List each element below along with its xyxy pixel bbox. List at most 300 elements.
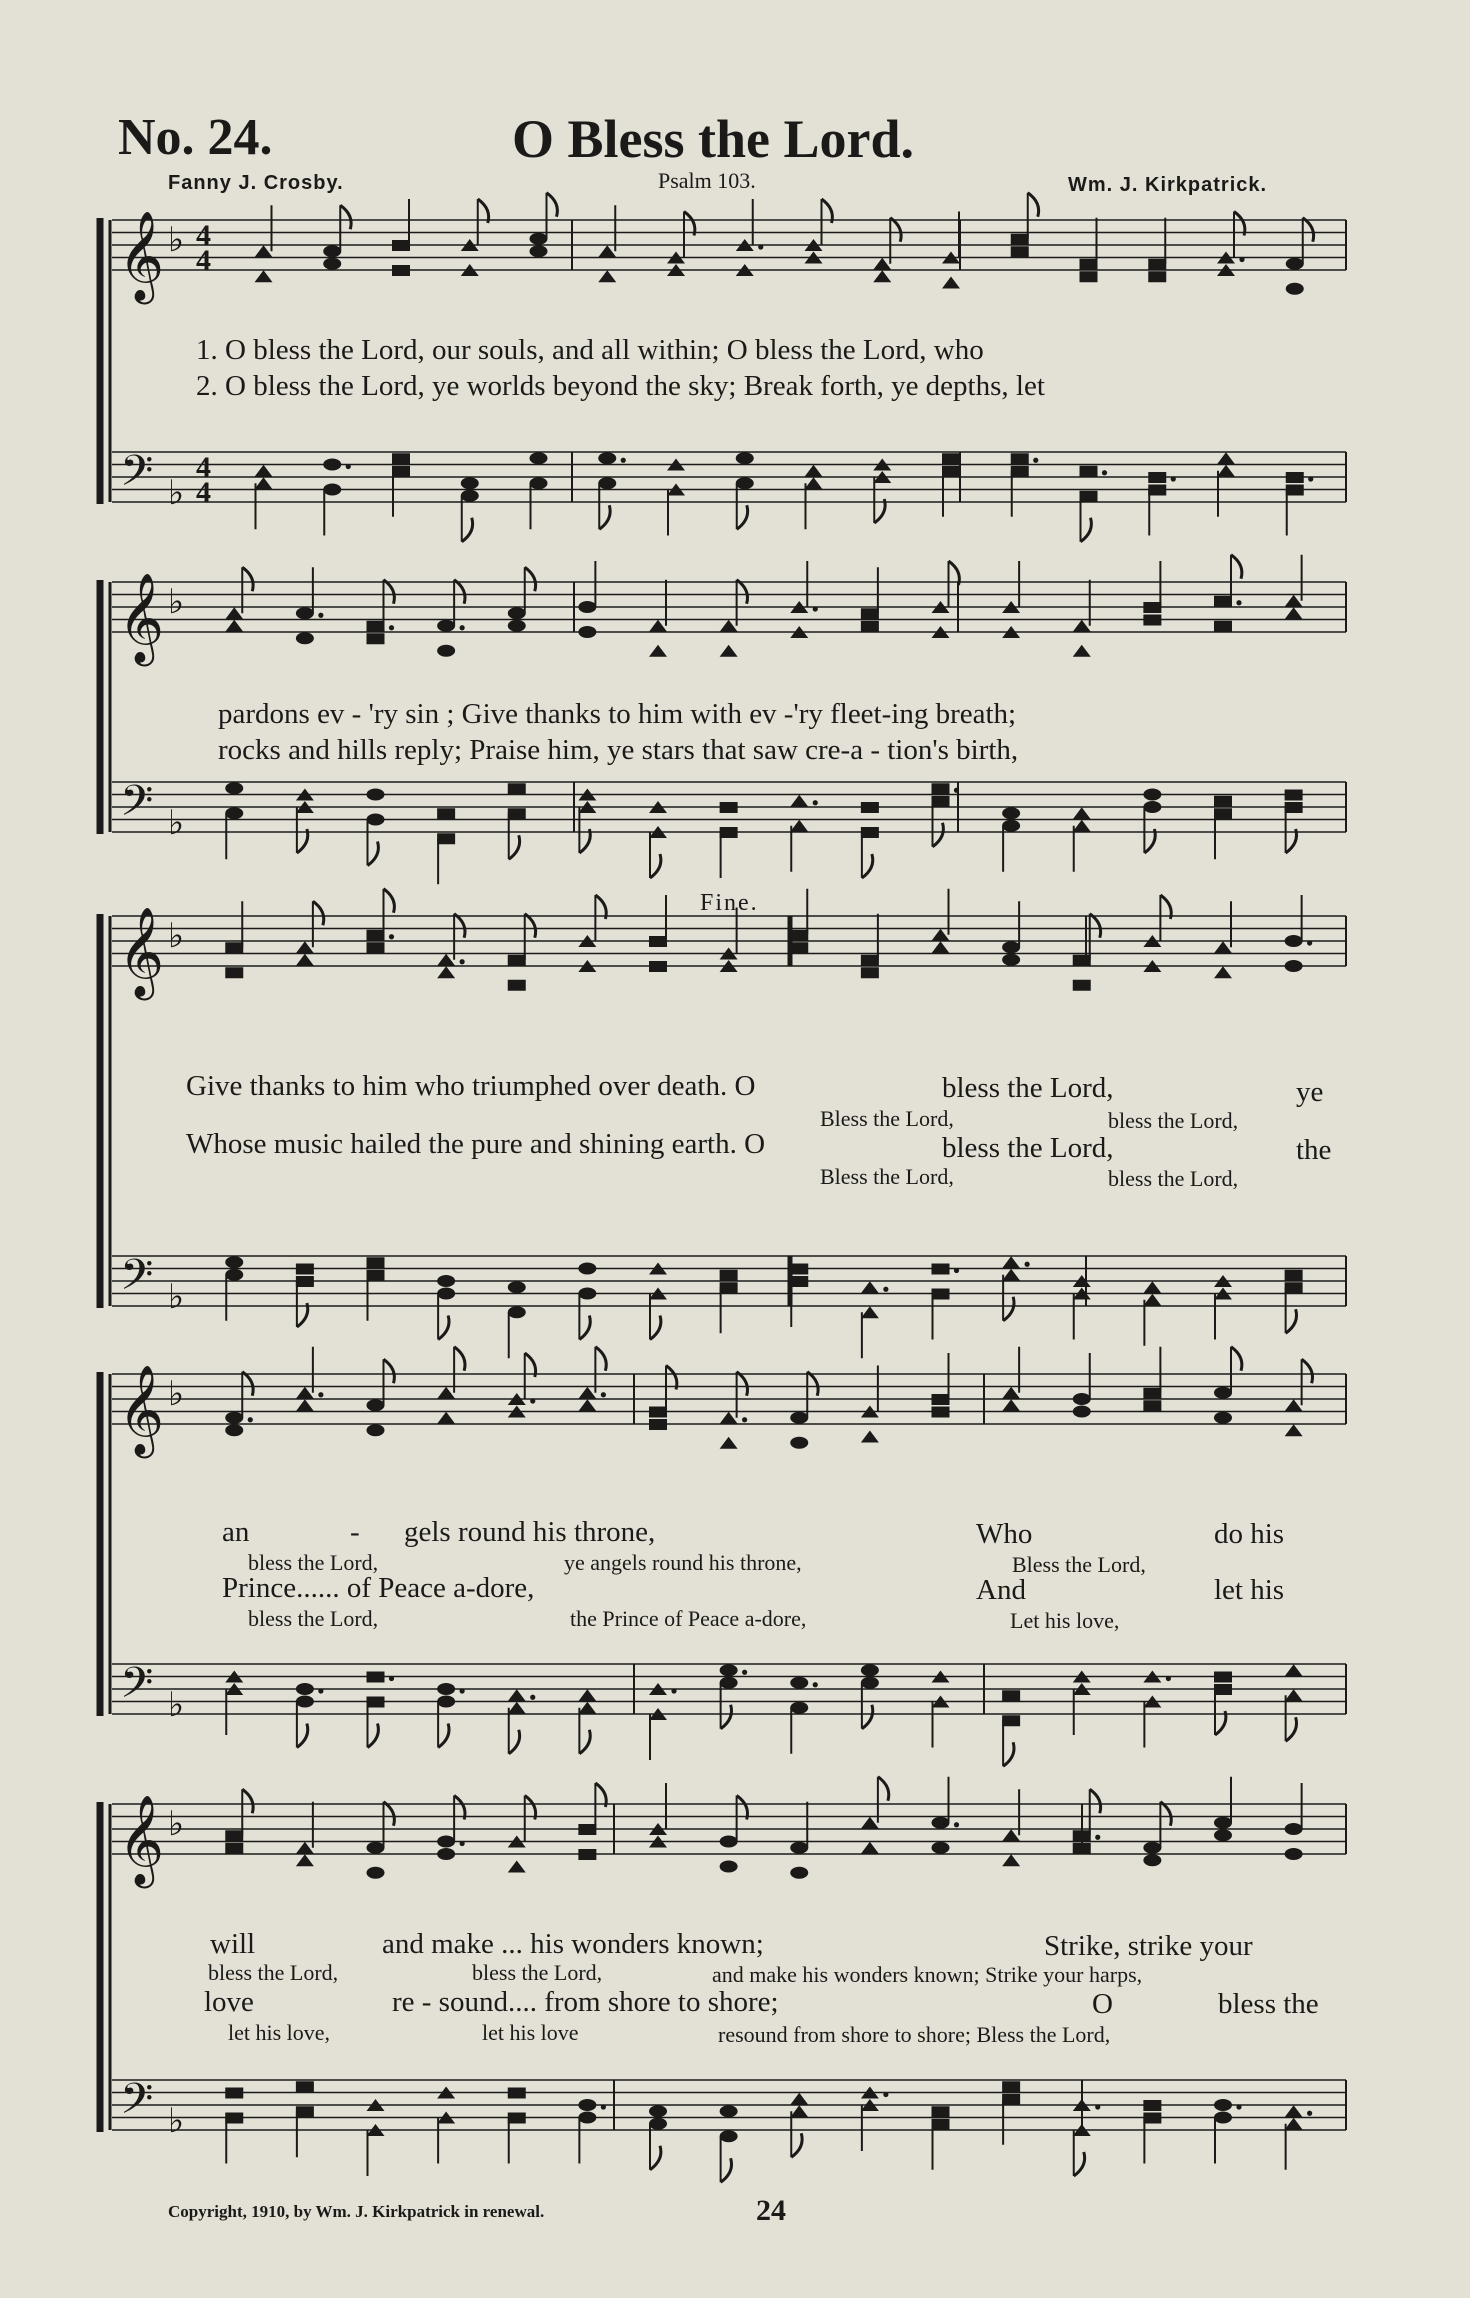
note-head [790, 1677, 808, 1689]
note-head [1214, 941, 1232, 953]
note-head [1217, 452, 1235, 464]
note-head [437, 954, 455, 966]
echo-lyric: Bless the Lord, [820, 1164, 954, 1189]
note-flag [737, 505, 748, 529]
note-head [1002, 1399, 1020, 1411]
note-head [720, 1270, 738, 1281]
note-head [1080, 271, 1098, 282]
note-head [296, 1399, 314, 1411]
note-flag [242, 567, 253, 591]
note-head [530, 452, 548, 464]
hymn-number: No. 24. [118, 109, 273, 166]
note-head [296, 2081, 314, 2092]
note-head [1073, 980, 1091, 991]
lyricist-credit: Fanny J. Crosby. [168, 172, 344, 194]
note-head [1002, 807, 1020, 819]
note-head [1073, 620, 1091, 632]
dot-mark [460, 1688, 465, 1693]
note-flag [242, 1372, 253, 1396]
dot-mark [883, 2092, 888, 2097]
note-flag [1231, 555, 1242, 579]
note-head [296, 1854, 314, 1866]
note-head [649, 936, 667, 947]
note-flag [721, 1705, 732, 1729]
page-number: 24 [756, 2194, 786, 2227]
note-head [225, 1830, 243, 1841]
echo-lyric: bless the Lord, [248, 1550, 379, 1575]
note-head [598, 270, 616, 282]
note-head [861, 1842, 879, 1854]
note-head [367, 1270, 385, 1281]
note-head [1143, 2113, 1161, 2124]
note-head [508, 620, 526, 632]
note-head [392, 466, 410, 477]
note-head [790, 1264, 808, 1275]
note-head [1285, 1270, 1303, 1281]
note-head [1214, 1817, 1232, 1829]
treble-clef-icon: 𝄞 [118, 1365, 165, 1455]
note-flag [1160, 1802, 1171, 1826]
note-head [225, 807, 243, 819]
note-head [508, 783, 526, 794]
note-flag [384, 889, 395, 913]
note-head [296, 632, 314, 644]
note-head [508, 1702, 526, 1714]
note-head [1143, 615, 1161, 626]
dot-mark [1095, 2104, 1100, 2109]
dot-mark [601, 1392, 606, 1397]
note-head [437, 808, 455, 819]
dot-mark [460, 625, 465, 630]
echo-lyric: Bless the Lord, [820, 1106, 954, 1131]
note-flag [1081, 518, 1092, 542]
note-head [296, 1842, 314, 1854]
note-head [1214, 966, 1232, 978]
dot-mark [1166, 1676, 1171, 1681]
note-head [255, 270, 273, 282]
note-head [1011, 246, 1029, 257]
note-head [437, 1836, 455, 1848]
note-flag [1028, 193, 1039, 217]
note-head [720, 1861, 738, 1873]
flat-icon: ♭ [168, 916, 185, 956]
note-head [1143, 789, 1161, 801]
note-head [578, 1689, 596, 1701]
dot-mark [1025, 1262, 1030, 1267]
dot-mark [1033, 458, 1038, 463]
note-head [367, 942, 385, 953]
note-head [225, 1424, 243, 1436]
flat-icon: ♭ [168, 1374, 185, 1414]
note-head [861, 967, 879, 978]
note-head [1285, 802, 1303, 813]
note-head [578, 601, 596, 613]
note-head [1143, 1842, 1161, 1854]
lyric-line: let his [1214, 1574, 1285, 1606]
note-head [1214, 596, 1232, 607]
note-head [367, 1257, 385, 1268]
note-head [508, 808, 526, 819]
note-head [255, 245, 273, 257]
note-head [861, 827, 879, 838]
dot-mark [389, 934, 394, 939]
note-head [225, 620, 243, 632]
note-head [790, 1702, 808, 1714]
note-head [649, 1407, 667, 1418]
note-head [225, 607, 243, 619]
note-head [932, 2119, 950, 2130]
lyric-line: bless the [1218, 1988, 1319, 2020]
lyric-line: Whose music hailed the pure and shining earth. O [186, 1128, 766, 1160]
note-head [720, 1412, 738, 1424]
bass-clef-icon: 𝄢 [120, 1658, 154, 1719]
note-head [1285, 2105, 1303, 2117]
note-head [225, 1269, 243, 1281]
note-head [437, 1288, 455, 1300]
dot-mark [621, 458, 626, 463]
note-head [790, 1867, 808, 1879]
note-flag [454, 1347, 465, 1371]
note-flag [297, 1724, 308, 1748]
note-head [1286, 485, 1304, 496]
note-flag [313, 901, 324, 925]
note-head [790, 930, 808, 941]
note-flag [595, 1347, 606, 1371]
dot-mark [813, 606, 818, 611]
note-head [508, 955, 526, 966]
note-head [367, 1424, 385, 1436]
note-flag [1090, 1789, 1101, 1813]
dot-mark [1236, 600, 1241, 605]
note-flag [1231, 1347, 1242, 1371]
note-head [1214, 2112, 1232, 2124]
note-head [1080, 491, 1098, 502]
copyright-notice: Copyright, 1910, by Wm. J. Kirkpatrick in renewal. [168, 2202, 545, 2221]
dot-mark [883, 1287, 888, 1292]
dot-mark [1307, 940, 1312, 945]
note-flag [368, 1724, 379, 1748]
dot-mark [1239, 257, 1244, 262]
note-head [1285, 935, 1303, 947]
lyric-line: re - sound.... from shore to shore; [392, 1986, 779, 2018]
note-head [1002, 1690, 1020, 1701]
note-head [790, 820, 808, 832]
note-head [1214, 1684, 1232, 1695]
note-head [296, 954, 314, 966]
note-head [255, 477, 273, 489]
note-head [1143, 602, 1161, 613]
note-head [861, 1817, 879, 1829]
dot-mark [1236, 2104, 1241, 2109]
note-head [1143, 1294, 1161, 1306]
note-head [861, 608, 879, 619]
note-flag [384, 1802, 395, 1826]
echo-lyric: the Prince of Peace a-dore, [570, 1606, 807, 1631]
note-head [367, 789, 385, 801]
note-head [873, 270, 891, 282]
note-head [1143, 1400, 1161, 1411]
note-flag [525, 914, 536, 938]
lyric-line: Give thanks to him who triumphed over death. O [186, 1070, 756, 1102]
dot-mark [954, 788, 959, 793]
note-head [323, 459, 341, 471]
note-flag [509, 835, 520, 859]
note-head [861, 1664, 879, 1676]
note-head [1002, 1829, 1020, 1841]
note-head [790, 1412, 808, 1424]
note-head [1285, 1424, 1303, 1436]
note-flag [650, 1316, 661, 1340]
note-flag [1302, 1359, 1313, 1383]
lyric-line: gels round his throne, [404, 1516, 656, 1548]
lyric-line: 2. O bless the Lord, ye worlds beyond the sky; Break forth, ye depths, let [196, 370, 1045, 402]
note-flag [737, 580, 748, 604]
note-head [720, 2105, 738, 2117]
note-head [932, 1407, 950, 1418]
dot-mark [389, 1676, 394, 1681]
note-head [296, 607, 314, 619]
note-flag [579, 1730, 590, 1754]
echo-lyric: bless the Lord, [208, 1960, 339, 1985]
note-head [508, 1281, 526, 1293]
note-head [1285, 2118, 1303, 2130]
note-head [1148, 259, 1166, 270]
lyric-line: Strike, strike your [1044, 1930, 1253, 1962]
lyric-line: Prince...... of Peace a-dore, [222, 1572, 535, 1604]
note-head [1286, 472, 1304, 483]
dot-mark [1171, 476, 1176, 481]
dot-mark [460, 1841, 465, 1846]
note-head [1214, 621, 1232, 632]
note-head [1285, 595, 1303, 607]
dot-mark [248, 1417, 253, 1422]
note-flag [525, 567, 536, 591]
note-flag [791, 2133, 802, 2157]
note-head [932, 1264, 950, 1275]
note-head [720, 1677, 738, 1689]
note-head [1148, 472, 1166, 483]
note-head [296, 1696, 314, 1708]
note-head [530, 477, 548, 489]
flat-icon: ♭ [168, 582, 185, 622]
note-head [736, 477, 754, 489]
note-head [720, 1836, 738, 1848]
flat-icon: ♭ [168, 1685, 185, 1725]
dot-mark [601, 2104, 606, 2109]
note-head [508, 1689, 526, 1701]
note-flag [340, 205, 351, 229]
note-head [790, 1437, 808, 1449]
note-head [649, 645, 667, 657]
echo-lyric: and make his wonders known; Strike your harps, [712, 1962, 1143, 1987]
note-head [932, 1394, 950, 1405]
note-head [225, 782, 243, 794]
note-head [861, 955, 879, 966]
note-head [861, 1306, 879, 1318]
dot-mark [742, 1670, 747, 1675]
echo-lyric: let his love, [228, 2020, 331, 2045]
note-flag [1003, 1742, 1014, 1766]
note-head [649, 961, 667, 972]
note-head [790, 2105, 808, 2117]
note-head [1073, 645, 1091, 657]
bass-clef-icon: 𝄢 [120, 2074, 154, 2135]
dot-mark [318, 613, 323, 618]
note-head [1143, 1388, 1161, 1399]
note-head [720, 802, 738, 813]
dot-mark [318, 1688, 323, 1693]
note-flag [438, 1724, 449, 1748]
note-flag [650, 2146, 661, 2170]
dot-mark [954, 1268, 959, 1273]
lyric-line: the [1296, 1134, 1332, 1166]
note-head [1214, 808, 1232, 819]
fine-marking: Fine. [700, 890, 759, 916]
time-signature: 4 [196, 451, 211, 484]
treble-clef-icon: 𝄞 [118, 1795, 165, 1885]
note-head [1073, 1830, 1091, 1841]
lyric-line: Who [976, 1518, 1033, 1550]
lyric-line: O [1092, 1988, 1113, 2020]
note-head [323, 245, 341, 257]
note-head [942, 277, 960, 289]
note-flag [862, 854, 873, 878]
note-head [720, 1282, 738, 1293]
time-signature: 4 [196, 219, 211, 252]
note-head [805, 465, 823, 477]
note-head [530, 233, 548, 245]
note-head [578, 1849, 596, 1860]
note-head [296, 1387, 314, 1399]
note-head [1214, 1672, 1232, 1683]
note-flag [1286, 1309, 1297, 1333]
composer-credit: Wm. J. Kirkpatrick. [1068, 174, 1268, 196]
note-head [323, 484, 341, 496]
note-head [1285, 1848, 1303, 1860]
note-head [861, 1281, 879, 1293]
note-head [392, 453, 410, 464]
note-head [1217, 465, 1235, 477]
note-head [1073, 1843, 1091, 1854]
note-head [805, 477, 823, 489]
note-head [367, 814, 385, 826]
note-head [578, 1263, 596, 1275]
note-head [367, 930, 385, 941]
note-head [720, 2130, 738, 2142]
note-head [790, 2093, 808, 2105]
note-head [1002, 1256, 1020, 1268]
dot-mark [530, 1398, 535, 1403]
lyric-line: bless the Lord, [942, 1072, 1114, 1104]
note-head [1285, 1399, 1303, 1411]
note-flag [1074, 2152, 1085, 2176]
note-head [1002, 1715, 1020, 1726]
dot-mark [1102, 470, 1107, 475]
bass-clef-icon: 𝄢 [120, 776, 154, 837]
note-head [578, 1702, 596, 1714]
treble-clef-icon: 𝄞 [118, 573, 165, 663]
note-head [1011, 466, 1029, 477]
note-head [1143, 1854, 1161, 1866]
note-head [1214, 796, 1232, 807]
flat-icon: ♭ [168, 1804, 185, 1844]
note-head [942, 453, 960, 464]
lyric-line: will [210, 1928, 256, 1960]
note-head [720, 645, 738, 657]
note-head [932, 1817, 950, 1829]
note-head [296, 1264, 314, 1275]
lyric-line: ye [1296, 1076, 1324, 1108]
note-head [1143, 1281, 1161, 1293]
bass-clef-icon: 𝄢 [120, 446, 154, 507]
note-head [437, 645, 455, 657]
note-head [1285, 1823, 1303, 1835]
note-head [720, 1664, 738, 1676]
note-head [1285, 1282, 1303, 1293]
note-head [1002, 2094, 1020, 2105]
note-head [790, 795, 808, 807]
lyric-line: and make ... his wonders known; [382, 1928, 764, 1960]
note-head [649, 1419, 667, 1430]
echo-lyric: resound from shore to shore; Bless the Lord, [718, 2022, 1111, 2047]
note-head [1148, 271, 1166, 282]
note-head [225, 1843, 243, 1854]
lyric-line: an [222, 1516, 250, 1548]
dot-mark [1307, 2111, 1312, 2116]
dot-mark [813, 800, 818, 805]
note-head [578, 1288, 596, 1300]
note-head [508, 607, 526, 619]
note-head [1214, 2099, 1232, 2111]
note-head [1285, 960, 1303, 972]
dot-mark [671, 1688, 676, 1693]
lyric-line: bless the Lord, [942, 1132, 1114, 1164]
note-head [437, 1275, 455, 1287]
lyric-line: pardons ev - 'ry sin ; Give thanks to him with ev -'ry fleet-ing breath; [218, 698, 1017, 730]
note-head [1214, 1412, 1232, 1424]
note-flag [384, 580, 395, 604]
note-flag [509, 1730, 520, 1754]
note-head [437, 833, 455, 844]
note-head [367, 1399, 385, 1411]
note-head [225, 942, 243, 953]
note-head [932, 796, 950, 807]
note-head [578, 1387, 596, 1399]
note-head [649, 2118, 667, 2130]
dot-mark [460, 959, 465, 964]
note-head [255, 465, 273, 477]
note-flag [454, 914, 465, 938]
note-flag [1090, 914, 1101, 938]
note-head [1214, 1829, 1232, 1841]
echo-lyric: bless the Lord, [1108, 1108, 1239, 1133]
note-head [225, 967, 243, 978]
note-head [1002, 1269, 1020, 1281]
note-head [437, 1696, 455, 1708]
bass-clef-icon: 𝄢 [120, 1250, 154, 1311]
dot-mark [346, 464, 351, 469]
note-flag [1303, 218, 1314, 242]
note-flag [454, 580, 465, 604]
note-head [1143, 801, 1161, 813]
note-head [720, 1437, 738, 1449]
note-head [578, 626, 596, 638]
echo-lyric: bless the Lord, [472, 1960, 603, 1985]
note-head [437, 1848, 455, 1860]
note-head [736, 452, 754, 464]
note-head [323, 258, 341, 270]
note-head [578, 2112, 596, 2124]
